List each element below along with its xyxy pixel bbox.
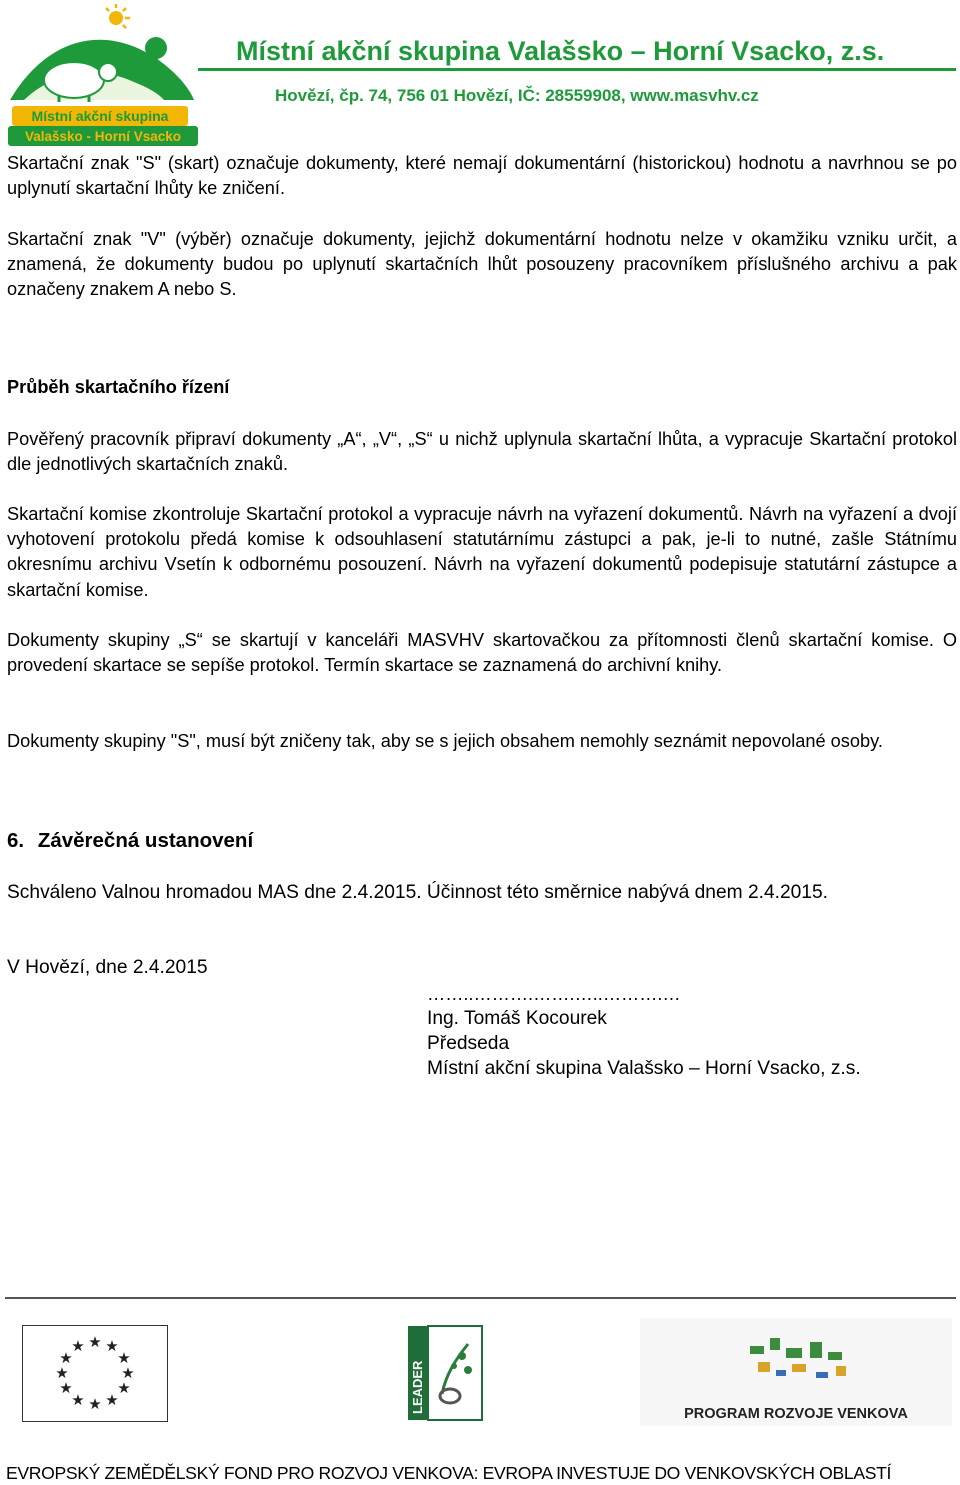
svg-text:★: ★ bbox=[117, 1379, 131, 1397]
paragraph-destroy: Dokumenty skupiny "S", musí být zničeny tak, aby se s jejich obsahem nemohly seznámit nepovolané osoby. bbox=[7, 731, 883, 751]
footer-eafrd-text: EVROPSKÝ ZEMĚDĚLSKÝ FOND PRO ROZVOJ VENKOVA: EVROPA INVESTUJE DO VENKOVSKÝCH OBLASTÍ bbox=[6, 1463, 892, 1483]
eu-flag-icon bbox=[22, 1325, 168, 1422]
svg-text:★: ★ bbox=[105, 1337, 119, 1355]
heading-process: Průběh skartačního řízení bbox=[7, 377, 230, 397]
svg-text:★: ★ bbox=[121, 1364, 135, 1382]
section-heading bbox=[7, 829, 253, 853]
footer-divider bbox=[5, 1297, 956, 1299]
header-divider bbox=[198, 68, 956, 71]
org-title: Místní akční skupina Valašsko – Horní Vsacko, z.s. bbox=[236, 36, 885, 66]
signatory-org: Místní akční skupina Valašsko – Horní Vsacko, z.s. bbox=[427, 1058, 861, 1079]
svg-text:★: ★ bbox=[117, 1349, 131, 1367]
prv-label: PROGRAM ROZVOJE VENKOVA bbox=[684, 1406, 908, 1422]
leader-label: LEADER bbox=[410, 1360, 425, 1414]
paragraph-shred-sign: Skartační znak "S" (skart) označuje dokumenty, které nemají dokumentární (historickou) hodnotu a navrhnou se po uplynutí skartační lhůty ke zničení. bbox=[7, 153, 957, 199]
mas-logo bbox=[4, 2, 200, 148]
paragraph-selection-sign: Skartační znak "V" (výběr) označuje dokumenty, jejichž dokumentární hodnotu nelze v okamžiku vzniku určit, a znamená, že dokumenty budou po uplynutí skartačních lhůt posouzeny pracovníkem příslušného archivu a pak označeny znakem A nebo S. bbox=[7, 229, 957, 300]
logo-line-1: Místní akční skupina bbox=[31, 108, 169, 124]
svg-text:★: ★ bbox=[59, 1379, 73, 1397]
signatory-role: Předseda bbox=[427, 1033, 510, 1054]
approval-text: Schváleno Valnou hromadou MAS dne 2.4.2015. Účinnost této směrnice nabývá dnem 2.4.2015. bbox=[7, 882, 828, 903]
leader-logo bbox=[406, 1324, 484, 1422]
svg-text:★: ★ bbox=[71, 1391, 85, 1409]
svg-text:★: ★ bbox=[59, 1349, 73, 1367]
paragraph-prepare-documents: Pověřený pracovník připraví dokumenty „A“, „V“, „S“ u nichž uplynula skartační lhůta, a vypracuje Skartační protokol dle jednotlivých skartačních znaků. bbox=[7, 429, 957, 475]
svg-text:★: ★ bbox=[105, 1391, 119, 1409]
org-address: Hovězí, čp. 74, 756 01 Hovězí, IČ: 28559908, www.masvhv.cz bbox=[275, 86, 759, 105]
place-date: V Hovězí, dne 2.4.2015 bbox=[7, 957, 208, 978]
svg-text:★: ★ bbox=[71, 1337, 85, 1355]
section-number: 6. bbox=[7, 829, 25, 852]
logo-line-2: Valašsko - Horní Vsacko bbox=[24, 129, 182, 144]
section-title: Závěrečná ustanovení bbox=[37, 829, 254, 852]
paragraph-commission: Skartační komise zkontroluje Skartační protokol a vypracuje návrh na vyřazení dokumentů. Návrh na vyřazení a dvojí vyhotovení protokolu předá komise k odsouhlasení statutárnímu zástupci a pak, je-li to nutné, zašle Státnímu okresnímu archivu Vsetín k odbornému posouzení. Návrh na vyřazení dokumentů podepisuje statutární zástupce a skartační komise. bbox=[7, 504, 957, 600]
signature-line: ……..……….…….…..……….… bbox=[427, 984, 681, 1004]
svg-text:★: ★ bbox=[88, 1395, 102, 1413]
signatory-name: Ing. Tomáš Kocourek bbox=[427, 1008, 607, 1029]
paragraph-shredding: Dokumenty skupiny „S“ se skartují v kanceláři MASVHV skartovačkou za přítomnosti členů skartační komise. O provedení skartace se sepíše protokol. Termín skartace se zaznamená do archivní knihy. bbox=[7, 630, 957, 676]
program-rozvoje-venkova-logo bbox=[640, 1318, 952, 1426]
svg-text:★: ★ bbox=[55, 1364, 69, 1382]
svg-text:★: ★ bbox=[88, 1333, 102, 1351]
